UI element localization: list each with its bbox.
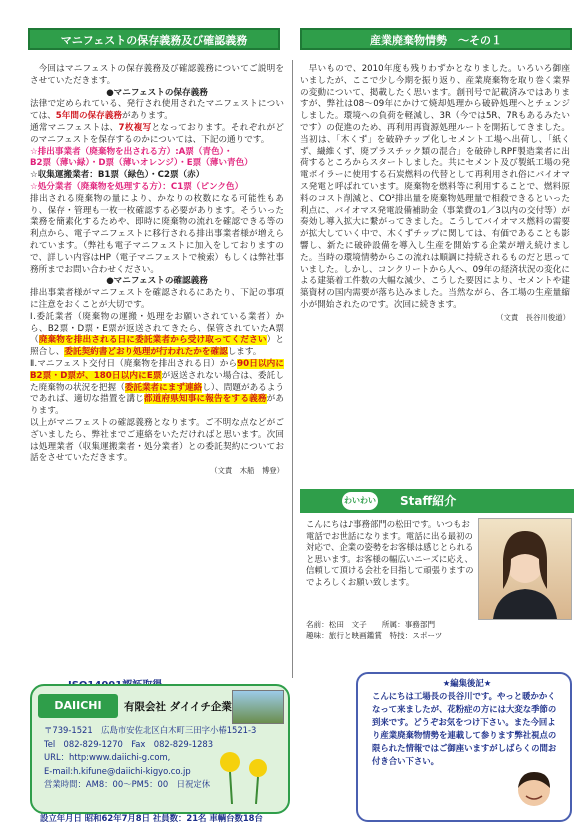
editor-text: こんにちは工場長の長谷川です。やっと暖かかくなって来ましたが、花粉症の方には大変な季節の到来です。どうぞお気をつけ下さい。また今回より産業廃棄物情勢を連載して参ります弊社視点の限られた情報ではご御座いますがしばらくの間お付き合い下さい。 (372, 691, 557, 766)
dandelion-icon (212, 744, 282, 808)
company-photo (232, 690, 284, 724)
storage-paragraph-3: 排出される廃棄物の量により、かなりの枚数になる可能性もあり、保存・管理も一枚一枚確認する必要があります。そういった業務を簡素化するためや、即時に廃棄物の流れを確認できる等の利点から、電子マニフェストに移行される排出事業者様が増えられています。（弊社も電子マニフェストに加入をしておりますので、詳しい内容はHP（電子マニフェストで検索）もしくは弊社事務所までお問い合わせください。 (30, 193, 284, 275)
company-tel: Tel 082-829-1270 Fax 082-829-1283 (44, 738, 214, 749)
discharger-slips-2: B2票（薄い緑）・D票（薄いオレンジ）・E票（薄い青色） (30, 158, 253, 169)
company-hours: 営業時間：AM8：00～PM5：00 日祝定休 (44, 779, 211, 789)
closing-paragraph: 以上がマニフェストの確認義務となります。ご不明な点などがございましたら、弊社までご連絡をいただければと思います。次回は処理業者（収集運搬業者・処分業者）との委託契約についてお話をさせていただきます。 (30, 417, 284, 464)
column-divider (292, 60, 293, 678)
editor-title: ★編集後記★ (442, 678, 492, 688)
confirm-item-2: Ⅱ.マニフェスト交付日（廃棄物を排出される日）から90日以内にB2票・D票が、180日以内にE票が返送されない場合は、委託した廃棄物の状況を把握（委託業者にまず連絡し）、問題があるようであれば、適切な措置を講じ都道府県知事に報告をする義務があります。 (30, 358, 284, 417)
left-column (30, 64, 284, 477)
staff-text (306, 519, 476, 589)
right-header: 産業廃棄物情勢 ～その１ (300, 28, 572, 50)
staff-photo (478, 518, 572, 620)
company-name: 有限会社 ダイイチ企業 (124, 701, 232, 713)
industry-article: 早いもので、2010年度も残りわずかとなりました。いろいろ御座いましたが、ここで少し今期を振り返り、産業廃棄物を取り巻く業界の変動について、掲載したく思います。創刊号で記載済みではありますが、弊社は08～09年にかけて焼却処理から破砕処理へとチェンジしました。環境への負荷を軽減し、3R（今では5R、7Rもあるみたいです）の促進のため、再利用再資源処理ルートを開拓してきました。当初は、「木くず」を破砕チップ化しセメント工場へ出荷し、「紙くず、繊維くず、廃プラスチック類の混合」を破砕しRPF製造業者に出荷するところからスタートしました。共にセメント及び製紙工場の発電ボイラーに使用する石炭燃料の代替として再利用され俗にバイオマス発電と呼ばれています。廃棄物を燃料等に利用することで、燃料原料のコスト削減と、CO²排出量を廃棄物処理量で相殺できるといった利点に、バイオマス発電設備補助金（事業費の1／3以内の交付等）が奏効し導入拡大に繋がってきました。こうしてバイオマス燃料の需要が拡大していく中で、木くずチップに関しては、有価であることも影響し、新たに破砕設備を導入し生産を開始する企業が増え続けました。当時の環境情勢からこの流れは順調に持続されるものだと思っていました。しかし、コンクリートから人へ、09年の経済状況の変化による建築着工件数の大幅な減少、こうした要因により、セメントや建築資材の国内需要が落ち込みました。当然ながら、各工場の生産量縮小が開始されたのです。次回に続きます。 (300, 64, 570, 310)
editor-note (372, 677, 562, 768)
transport-slips: ☆収集運搬業者：B1票（緑色）・C2票（赤） (30, 170, 205, 181)
disposal-slips: ☆処分業者（廃棄物を処理する方）：C1票（ピンク色） (30, 181, 244, 192)
section-title-storage: ●マニフェストの保存義務 (106, 87, 208, 98)
right-signature: （文責 長谷川俊道） (496, 312, 570, 322)
company-founded: 設立年月日 昭和62年7月8日 社員数：21名 車輌台数18台 (40, 813, 263, 823)
left-signature: （文責 木船 博登） (210, 466, 284, 476)
section-title-confirm: ●マニフェストの確認義務 (106, 276, 208, 287)
right-column (300, 64, 570, 324)
staff-badge: わいわい (342, 492, 378, 510)
staff-greeting: こんにちは♪事務部門の松田です。いつもお電話でお世話になります。電話に出る最初の対応で、企業の姿勢をお客様は感じとられると思います。お客様の幅広いニーズに応え、信頼して頂ける会社を目指して頑張りますのでよろしくお願い致します。 (306, 519, 474, 587)
intro-text: 今回はマニフェストの保存義務及び確認義務についてご説明をさせていただきます。 (30, 64, 284, 86)
staff-title: Staff紹介 (400, 494, 457, 508)
storage-paragraph-1: 法律で定められている、発行され使用されたマニフェストについては、5年間の保存義務があります。 (30, 99, 284, 122)
storage-paragraph-2: 通常マニフェストは、7枚複写となっております。それぞれがどのマニフェストを保存するのかについては、下記の通りです。 (30, 122, 284, 145)
editor-avatar (512, 770, 556, 818)
left-header: マニフェストの保存義務及び確認義務 (28, 28, 280, 50)
company-address: 〒739-1521 広島市安佐北区白木町三田字小椿1521-3 (44, 725, 257, 735)
confirm-item-1: Ⅰ.委託業者（廃棄物の運搬・処理をお願いされている業者）から、B2票・D票・E票が返送されてきたら、保管されていたA票（廃棄物を排出される日に委託業者から受け取ってください）と照合し、委託契約書どおり処理が行われたかを確認します。 (30, 311, 284, 358)
company-logo: DAIICHI (38, 694, 118, 718)
company-email[interactable]: E-mail:h.kifune@daiichi-kigyo.co.jp (44, 765, 191, 776)
staff-hobby: 趣味：旅行と映画鑑賞 特技：スポーツ (306, 631, 443, 640)
discharger-slips: ☆排出事業者（廃棄物を出される方）:A票（青色）・ (30, 146, 233, 157)
staff-name: 名前：松田 文子 所属：事務部門 (306, 620, 436, 629)
confirm-paragraph-1: 排出事業者様がマニフェストを確認されるにあたり、下記の事項に注意をおくことが大切です。 (30, 288, 284, 310)
company-url[interactable]: URL：http:www.daiichi-g.com, (44, 752, 171, 762)
